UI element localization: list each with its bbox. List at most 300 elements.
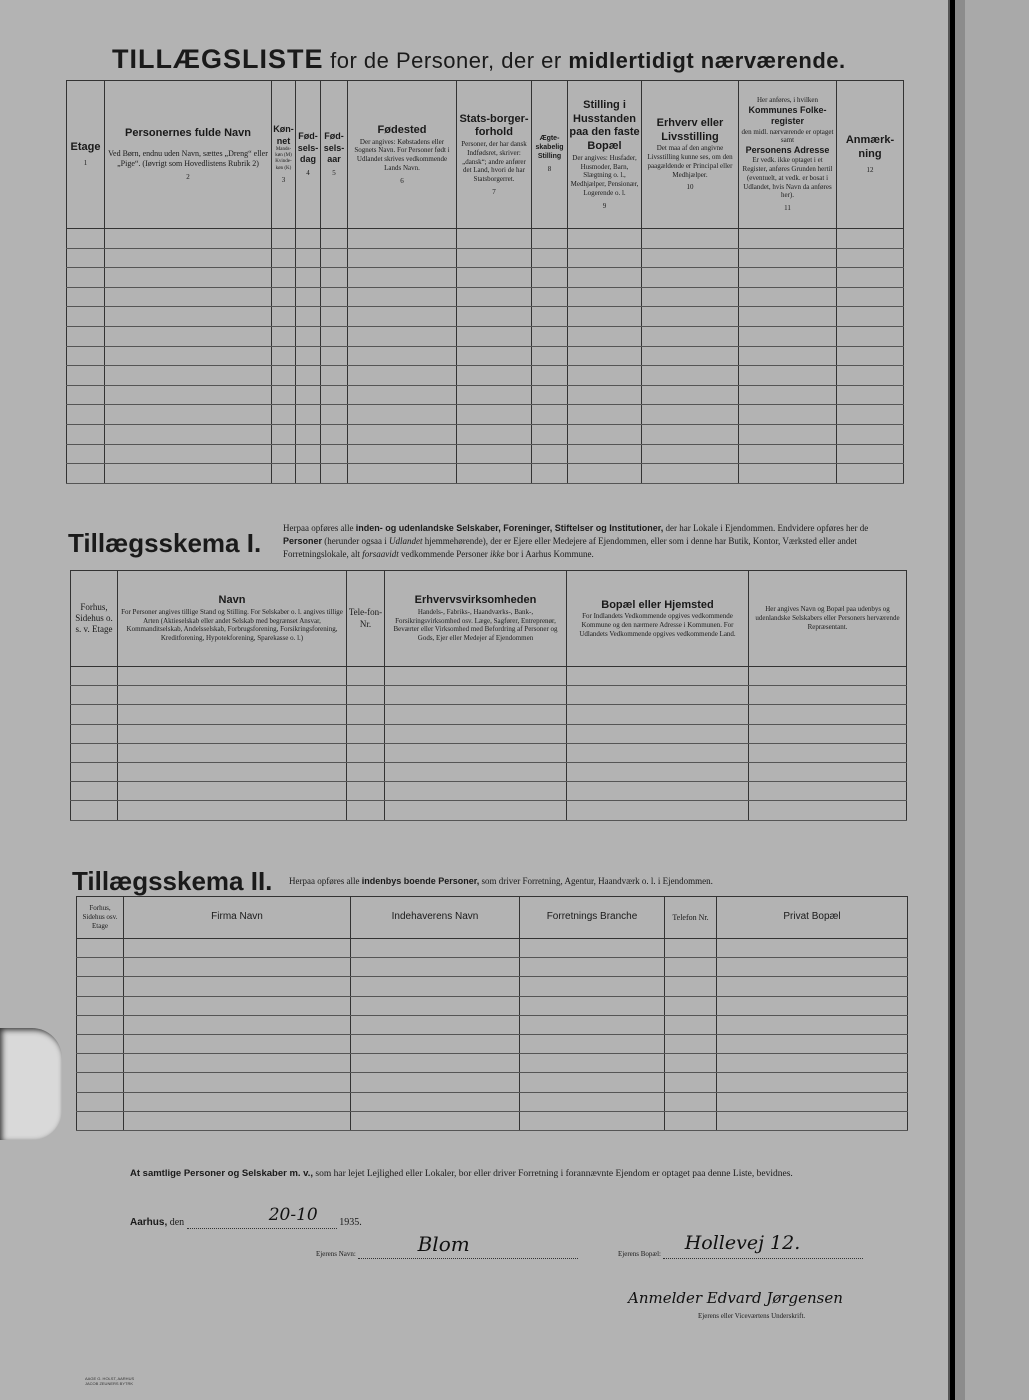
col-fodselsaar: Fød-sels-aar 5: [321, 81, 348, 229]
skema2-cell[interactable]: [77, 1073, 124, 1092]
main-cell[interactable]: [568, 307, 642, 327]
main-cell[interactable]: [272, 424, 296, 444]
main-cell[interactable]: [837, 229, 904, 249]
skema2-cell[interactable]: [665, 977, 717, 996]
main-cell[interactable]: [296, 405, 321, 425]
declaration: [130, 1168, 793, 1179]
skema2-cell[interactable]: [351, 977, 520, 996]
main-cell[interactable]: [568, 229, 642, 249]
skema1-cell[interactable]: [749, 667, 907, 686]
skema2-cell[interactable]: [77, 1015, 124, 1034]
col-adresse: Her anføres, i hvilken Kommunes Folke-register den midl. nærværende er optaget samt Personens Adresse Er vedk. ikke optaget i et Register, anføres Grunden hertil (eventuelt, at vedk. er bosat i Udlandet, hvis Navn da anføres her). 11: [739, 81, 837, 229]
main-cell[interactable]: [272, 444, 296, 464]
skema1-cell[interactable]: [567, 762, 749, 781]
main-cell[interactable]: [321, 287, 348, 307]
main-cell[interactable]: [348, 366, 457, 386]
main-cell[interactable]: [837, 307, 904, 327]
skema1-cell[interactable]: [749, 801, 907, 820]
main-cell[interactable]: [321, 229, 348, 249]
skema2-cell[interactable]: [665, 996, 717, 1015]
main-cell[interactable]: [568, 248, 642, 268]
skema1-cell[interactable]: [749, 724, 907, 743]
skema2-cell[interactable]: [351, 1111, 520, 1130]
skema2-cell[interactable]: [717, 1111, 908, 1130]
main-cell[interactable]: [348, 405, 457, 425]
skema2-cell[interactable]: [124, 1073, 351, 1092]
main-cell[interactable]: [272, 307, 296, 327]
main-cell[interactable]: [67, 366, 105, 386]
skema1-cell[interactable]: [71, 686, 118, 705]
main-cell[interactable]: [321, 385, 348, 405]
main-cell[interactable]: [568, 326, 642, 346]
skema2-cell[interactable]: [77, 1111, 124, 1130]
main-cell[interactable]: [739, 464, 837, 484]
main-cell[interactable]: [739, 405, 837, 425]
main-cell[interactable]: [105, 464, 272, 484]
skema1-cell[interactable]: [567, 686, 749, 705]
skema2-cell[interactable]: [124, 958, 351, 977]
skema1-cell[interactable]: [71, 743, 118, 762]
main-cell[interactable]: [296, 268, 321, 288]
main-cell[interactable]: [642, 424, 739, 444]
owner-address-label: Ejerens Bopæl:: [618, 1250, 661, 1258]
main-cell[interactable]: [321, 464, 348, 484]
skema2-cell[interactable]: [665, 939, 717, 958]
skema2-cell[interactable]: [124, 1015, 351, 1034]
main-cell[interactable]: [739, 444, 837, 464]
owner-name-field[interactable]: [358, 1232, 578, 1259]
skema2-cell[interactable]: [520, 1073, 665, 1092]
skema2-cell[interactable]: [77, 1034, 124, 1053]
skema1-cell[interactable]: [567, 724, 749, 743]
col-anmaerkning: Anmærk-ning 12: [837, 81, 904, 229]
main-cell[interactable]: [457, 229, 532, 249]
main-cell[interactable]: [272, 326, 296, 346]
main-row: [67, 326, 904, 346]
main-cell[interactable]: [272, 385, 296, 405]
main-row: [67, 366, 904, 386]
main-cell[interactable]: [321, 346, 348, 366]
skema2-cell[interactable]: [124, 1111, 351, 1130]
skema1-cell[interactable]: [567, 743, 749, 762]
main-cell[interactable]: [837, 424, 904, 444]
skema1-cell[interactable]: [347, 762, 385, 781]
main-cell[interactable]: [67, 229, 105, 249]
skema2-cell[interactable]: [124, 996, 351, 1015]
main-cell[interactable]: [568, 366, 642, 386]
skema2-cell[interactable]: [77, 1054, 124, 1073]
main-cell[interactable]: [532, 287, 568, 307]
s2-col-bopael: Privat Bopæl: [717, 897, 908, 939]
main-cell[interactable]: [642, 287, 739, 307]
skema2-cell[interactable]: [124, 1054, 351, 1073]
main-cell[interactable]: [296, 248, 321, 268]
skema1-cell[interactable]: [71, 705, 118, 724]
main-cell[interactable]: [105, 268, 272, 288]
skema2-cell[interactable]: [665, 1073, 717, 1092]
main-cell[interactable]: [296, 346, 321, 366]
main-cell[interactable]: [296, 444, 321, 464]
main-cell[interactable]: [105, 405, 272, 425]
main-cell[interactable]: [105, 307, 272, 327]
skema2-cell[interactable]: [665, 1054, 717, 1073]
skema1-cell[interactable]: [385, 667, 567, 686]
skema2-cell[interactable]: [717, 958, 908, 977]
skema2-cell[interactable]: [717, 1092, 908, 1111]
main-cell[interactable]: [642, 444, 739, 464]
main-cell[interactable]: [457, 268, 532, 288]
skema1-cell[interactable]: [385, 762, 567, 781]
skema1-cell[interactable]: [347, 724, 385, 743]
skema1-cell[interactable]: [347, 782, 385, 801]
main-cell[interactable]: [642, 464, 739, 484]
main-cell[interactable]: [67, 268, 105, 288]
main-cell[interactable]: [457, 326, 532, 346]
skema1-cell[interactable]: [118, 724, 347, 743]
main-cell[interactable]: [532, 248, 568, 268]
main-cell[interactable]: [272, 268, 296, 288]
skema2-cell[interactable]: [520, 1034, 665, 1053]
main-cell[interactable]: [296, 307, 321, 327]
skema2-cell[interactable]: [665, 1015, 717, 1034]
main-cell[interactable]: [739, 268, 837, 288]
main-cell[interactable]: [67, 464, 105, 484]
s1-col-erhverv: Erhvervsvirksomheden Handels-, Fabriks-, Haandværks-, Bank-, Forsikringsvirksomhed osv. Læge, Sagfører, Entreprenør, Beværter eller Virksomhed med Befordring af Personer og Gods, Ejer eller Medejer af Ejendommen: [385, 571, 567, 667]
main-cell[interactable]: [739, 287, 837, 307]
main-cell[interactable]: [532, 346, 568, 366]
skema1-cell[interactable]: [118, 762, 347, 781]
main-cell[interactable]: [457, 248, 532, 268]
main-cell[interactable]: [837, 248, 904, 268]
skema2-row: [77, 1054, 908, 1073]
main-cell[interactable]: [296, 424, 321, 444]
skema2-cell[interactable]: [665, 1034, 717, 1053]
main-cell[interactable]: [348, 346, 457, 366]
main-cell[interactable]: [348, 464, 457, 484]
skema1-cell[interactable]: [118, 686, 347, 705]
main-row: [67, 268, 904, 288]
main-cell[interactable]: [532, 464, 568, 484]
main-cell[interactable]: [321, 248, 348, 268]
main-cell[interactable]: [837, 366, 904, 386]
skema1-cell[interactable]: [567, 782, 749, 801]
skema2-cell[interactable]: [351, 1092, 520, 1111]
skema2-cell[interactable]: [77, 996, 124, 1015]
skema2-cell[interactable]: [520, 996, 665, 1015]
skema1-header-row: [71, 571, 907, 667]
main-cell[interactable]: [532, 268, 568, 288]
date-field[interactable]: [187, 1205, 337, 1229]
main-cell[interactable]: [296, 464, 321, 484]
skema1-cell[interactable]: [118, 667, 347, 686]
skema1-cell[interactable]: [118, 705, 347, 724]
skema1-row: [71, 667, 907, 686]
main-cell[interactable]: [296, 229, 321, 249]
main-cell[interactable]: [321, 268, 348, 288]
main-cell[interactable]: [568, 405, 642, 425]
skema2-note: Herpaa opføres alle indenbys boende Personer, som driver Forretning, Agentur, Haandværk o. l. i Ejendommen.: [289, 876, 713, 886]
main-cell[interactable]: [568, 287, 642, 307]
main-cell[interactable]: [348, 424, 457, 444]
main-cell[interactable]: [739, 385, 837, 405]
skema2-cell[interactable]: [520, 939, 665, 958]
main-cell[interactable]: [348, 444, 457, 464]
skema2-row: [77, 939, 908, 958]
main-cell[interactable]: [67, 326, 105, 346]
skema2-header-row: [77, 897, 908, 939]
main-cell[interactable]: [532, 366, 568, 386]
main-row: [67, 346, 904, 366]
main-cell[interactable]: [105, 444, 272, 464]
main-cell[interactable]: [67, 444, 105, 464]
skema2-cell[interactable]: [351, 1073, 520, 1092]
skema2-row: [77, 1092, 908, 1111]
skema1-cell[interactable]: [749, 762, 907, 781]
main-cell[interactable]: [739, 424, 837, 444]
skema2-row: [77, 958, 908, 977]
skema1-cell[interactable]: [71, 762, 118, 781]
skema1-cell[interactable]: [567, 705, 749, 724]
main-cell[interactable]: [272, 366, 296, 386]
s2-col-indehaver: Indehaverens Navn: [351, 897, 520, 939]
main-cell[interactable]: [457, 385, 532, 405]
main-cell[interactable]: [532, 405, 568, 425]
main-cell[interactable]: [321, 307, 348, 327]
skema2-cell[interactable]: [520, 958, 665, 977]
main-cell[interactable]: [272, 346, 296, 366]
main-cell[interactable]: [457, 424, 532, 444]
main-cell[interactable]: [568, 346, 642, 366]
skema2-cell[interactable]: [124, 977, 351, 996]
main-cell[interactable]: [105, 385, 272, 405]
main-cell[interactable]: [105, 346, 272, 366]
skema2-cell[interactable]: [717, 977, 908, 996]
skema2-cell[interactable]: [77, 1092, 124, 1111]
skema2-cell[interactable]: [351, 1015, 520, 1034]
skema1-cell[interactable]: [385, 743, 567, 762]
main-cell[interactable]: [837, 326, 904, 346]
main-cell[interactable]: [568, 424, 642, 444]
owner-name-line: [316, 1232, 578, 1259]
main-cell[interactable]: [272, 405, 296, 425]
skema2-cell[interactable]: [77, 958, 124, 977]
skema2-cell[interactable]: [665, 1111, 717, 1130]
main-cell[interactable]: [457, 444, 532, 464]
main-cell[interactable]: [272, 287, 296, 307]
main-cell[interactable]: [105, 326, 272, 346]
skema1-cell[interactable]: [385, 801, 567, 820]
main-cell[interactable]: [457, 405, 532, 425]
skema1-cell[interactable]: [567, 801, 749, 820]
skema2-cell[interactable]: [665, 1092, 717, 1111]
main-cell[interactable]: [739, 307, 837, 327]
skema1-cell[interactable]: [385, 705, 567, 724]
skema2-cell[interactable]: [124, 939, 351, 958]
skema2-cell[interactable]: [351, 1034, 520, 1053]
main-cell[interactable]: [457, 287, 532, 307]
col-statsborger: Stats-borger-forhold Personer, der har dansk Indfødsret, skriver: „dansk“; andre anfører det Land, hvori de har Statsborgerret. 7: [457, 81, 532, 229]
main-cell[interactable]: [67, 307, 105, 327]
owner-address-field[interactable]: [663, 1232, 863, 1259]
main-cell[interactable]: [457, 307, 532, 327]
main-cell[interactable]: [67, 385, 105, 405]
main-cell[interactable]: [837, 464, 904, 484]
skema1-row: [71, 782, 907, 801]
main-cell[interactable]: [837, 287, 904, 307]
main-cell[interactable]: [532, 424, 568, 444]
main-cell[interactable]: [348, 307, 457, 327]
skema2-cell[interactable]: [717, 1015, 908, 1034]
skema2-cell[interactable]: [124, 1092, 351, 1111]
main-cell[interactable]: [272, 248, 296, 268]
main-cell[interactable]: [642, 346, 739, 366]
skema2-cell[interactable]: [351, 939, 520, 958]
skema2-cell[interactable]: [124, 1034, 351, 1053]
main-cell[interactable]: [321, 405, 348, 425]
skema1-cell[interactable]: [118, 743, 347, 762]
main-cell[interactable]: [739, 346, 837, 366]
main-cell[interactable]: [532, 326, 568, 346]
main-cell[interactable]: [568, 385, 642, 405]
skema2-cell[interactable]: [717, 996, 908, 1015]
skema1-cell[interactable]: [385, 782, 567, 801]
main-cell[interactable]: [837, 346, 904, 366]
skema2-row: [77, 1111, 908, 1130]
skema1-cell[interactable]: [347, 801, 385, 820]
main-cell[interactable]: [739, 326, 837, 346]
skema1-cell[interactable]: [71, 801, 118, 820]
owner-name-label: Ejerens Navn:: [316, 1250, 356, 1258]
main-cell[interactable]: [348, 229, 457, 249]
main-cell[interactable]: [642, 248, 739, 268]
main-cell[interactable]: [739, 366, 837, 386]
skema2-cell[interactable]: [717, 1054, 908, 1073]
skema1-cell[interactable]: [118, 782, 347, 801]
skema1-cell[interactable]: [749, 705, 907, 724]
main-cell[interactable]: [457, 366, 532, 386]
skema2-cell[interactable]: [520, 1092, 665, 1111]
main-cell[interactable]: [642, 229, 739, 249]
main-cell[interactable]: [642, 307, 739, 327]
main-cell[interactable]: [321, 326, 348, 346]
main-cell[interactable]: [837, 405, 904, 425]
main-cell[interactable]: [105, 229, 272, 249]
skema1-cell[interactable]: [347, 705, 385, 724]
skema2-cell[interactable]: [351, 958, 520, 977]
main-cell[interactable]: [642, 268, 739, 288]
main-cell[interactable]: [642, 326, 739, 346]
skema2-cell[interactable]: [520, 1015, 665, 1034]
skema2-cell[interactable]: [717, 939, 908, 958]
skema1-cell[interactable]: [385, 724, 567, 743]
main-cell[interactable]: [348, 287, 457, 307]
main-cell[interactable]: [837, 444, 904, 464]
main-cell[interactable]: [837, 268, 904, 288]
main-cell[interactable]: [321, 444, 348, 464]
skema1-cell[interactable]: [347, 743, 385, 762]
main-cell[interactable]: [457, 464, 532, 484]
main-cell[interactable]: [837, 385, 904, 405]
skema2-cell[interactable]: [717, 1034, 908, 1053]
skema2-cell[interactable]: [717, 1073, 908, 1092]
main-cell[interactable]: [105, 248, 272, 268]
s2-col-firma: Firma Navn: [124, 897, 351, 939]
main-cell[interactable]: [348, 248, 457, 268]
skema1-cell[interactable]: [567, 667, 749, 686]
main-cell[interactable]: [642, 405, 739, 425]
skema2-cell[interactable]: [351, 1054, 520, 1073]
main-cell[interactable]: [532, 385, 568, 405]
col-erhverv: Erhverv eller Livsstilling Det maa af den angivne Livsstilling kunne ses, om den paagældende er Principal eller Medhjælper. 10: [642, 81, 739, 229]
col-etage: Etage 1: [67, 81, 105, 229]
skema1-cell[interactable]: [749, 686, 907, 705]
main-cell[interactable]: [348, 326, 457, 346]
main-cell[interactable]: [642, 366, 739, 386]
skema1-cell[interactable]: [385, 686, 567, 705]
main-cell[interactable]: [67, 248, 105, 268]
main-cell[interactable]: [105, 287, 272, 307]
s1-col-repraesentant: Her angives Navn og Bopæl paa udenbys og udenlandske Selskabers eller Personers herværende Repræsentant.: [749, 571, 907, 667]
main-cell[interactable]: [532, 229, 568, 249]
main-cell[interactable]: [296, 326, 321, 346]
main-cell[interactable]: [105, 424, 272, 444]
main-cell[interactable]: [739, 248, 837, 268]
skema1-cell[interactable]: [347, 667, 385, 686]
skema2-table: [76, 896, 908, 1131]
main-cell[interactable]: [105, 366, 272, 386]
title-rest-1: for de Personer, der er: [330, 48, 562, 73]
main-cell[interactable]: [67, 287, 105, 307]
main-cell[interactable]: [457, 346, 532, 366]
skema2-cell[interactable]: [77, 939, 124, 958]
skema2-cell[interactable]: [520, 1054, 665, 1073]
skema1-cell[interactable]: [749, 743, 907, 762]
skema1-cell[interactable]: [71, 782, 118, 801]
skema1-cell[interactable]: [118, 801, 347, 820]
main-cell[interactable]: [67, 424, 105, 444]
main-cell[interactable]: [296, 287, 321, 307]
main-cell[interactable]: [67, 346, 105, 366]
main-cell[interactable]: [67, 405, 105, 425]
main-cell[interactable]: [739, 229, 837, 249]
main-cell[interactable]: [568, 444, 642, 464]
skema2-cell[interactable]: [77, 977, 124, 996]
skema1-cell[interactable]: [347, 686, 385, 705]
skema1-cell[interactable]: [71, 667, 118, 686]
main-cell[interactable]: [568, 464, 642, 484]
main-cell[interactable]: [568, 268, 642, 288]
skema2-cell[interactable]: [351, 996, 520, 1015]
main-row: [67, 287, 904, 307]
skema1-cell[interactable]: [749, 782, 907, 801]
main-cell[interactable]: [321, 366, 348, 386]
main-cell[interactable]: [296, 385, 321, 405]
main-cell[interactable]: [272, 229, 296, 249]
main-cell[interactable]: [348, 268, 457, 288]
skema2-cell[interactable]: [520, 1111, 665, 1130]
main-cell[interactable]: [348, 385, 457, 405]
main-cell[interactable]: [321, 424, 348, 444]
skema1-cell[interactable]: [71, 724, 118, 743]
main-cell[interactable]: [642, 385, 739, 405]
skema2-cell[interactable]: [665, 958, 717, 977]
adjacent-page-gutter: [955, 0, 965, 1400]
main-cell[interactable]: [532, 307, 568, 327]
main-cell[interactable]: [296, 366, 321, 386]
main-cell[interactable]: [272, 464, 296, 484]
main-cell[interactable]: [532, 444, 568, 464]
skema2-cell[interactable]: [520, 977, 665, 996]
